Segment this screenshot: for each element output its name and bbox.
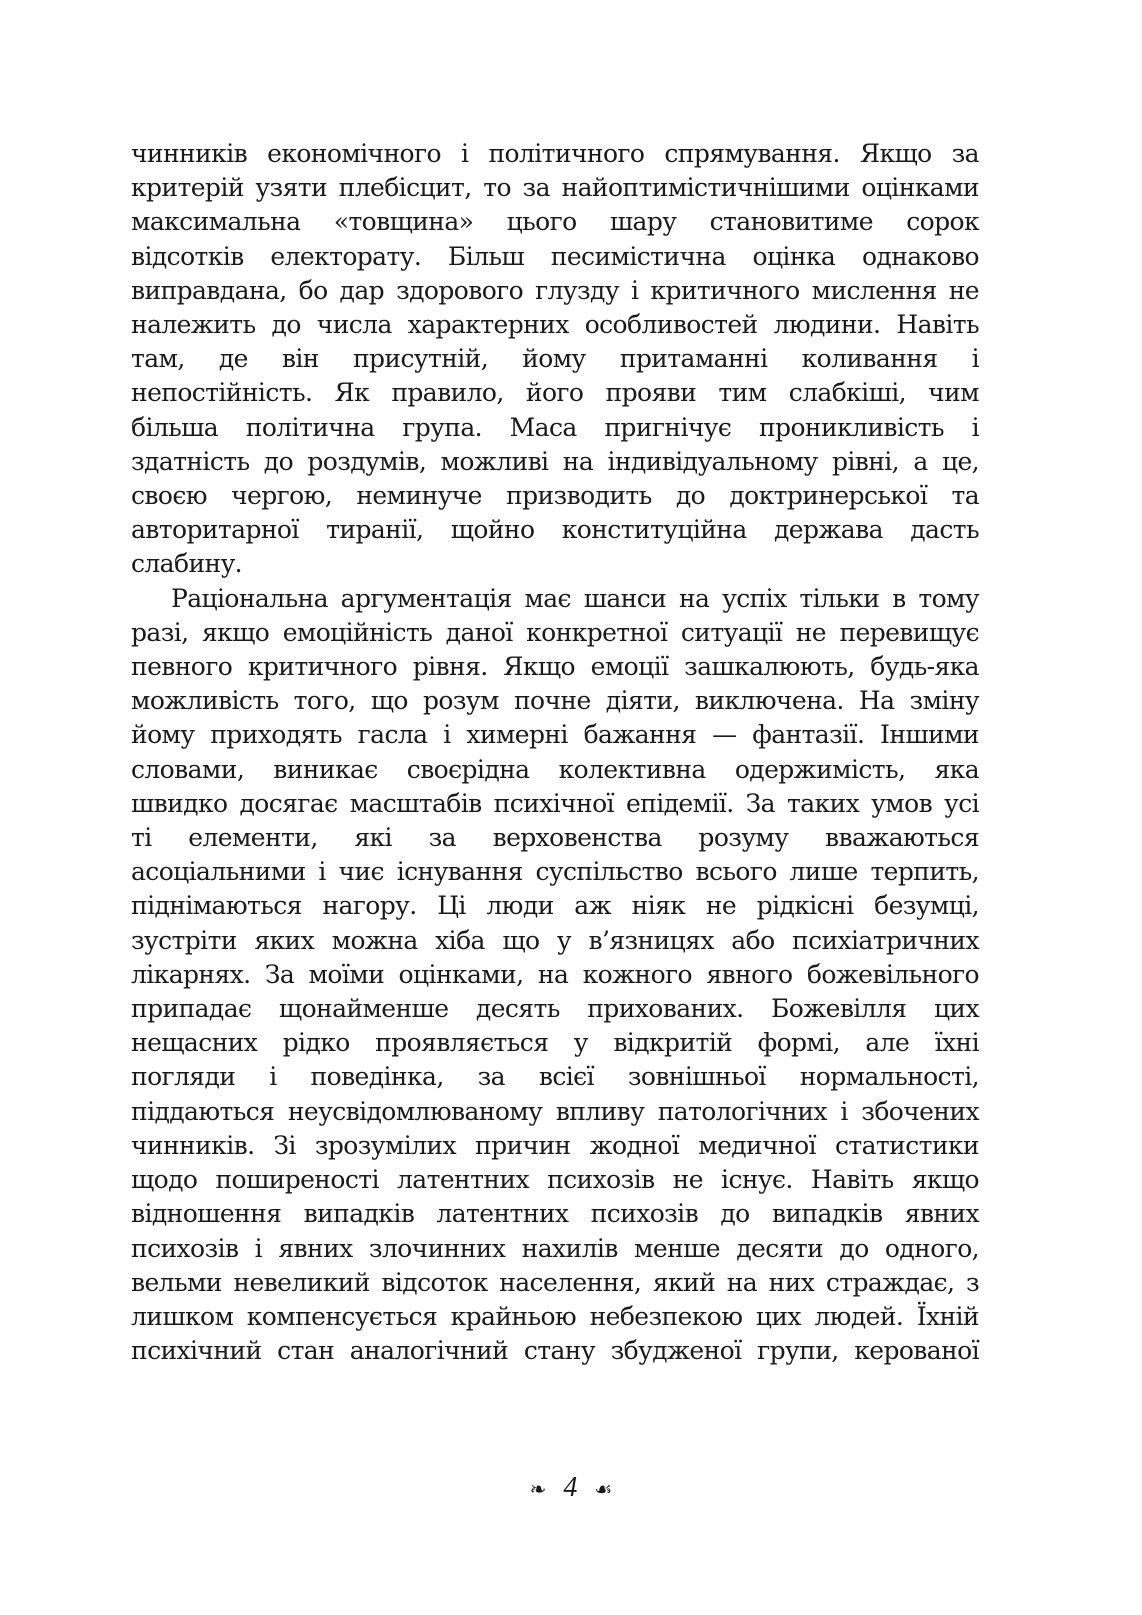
text-line: лікарнях. За моїми оцінками, на кожного явного божевільного xyxy=(131,959,979,989)
page-footer xyxy=(0,1472,1142,1504)
text-line: зустріти яких можна хіба що у в’язницях або психіатричних xyxy=(131,925,979,955)
text-line: словами, виникає своєрідна колективна одержимість, яка xyxy=(131,754,979,784)
text-line: критерій узяти плебісцит, то за найоптимістичнішими оцінками xyxy=(131,173,979,203)
paragraph xyxy=(131,582,979,1369)
text-line: разі, якщо емоційність даної конкретної ситуації не перевищує xyxy=(131,617,979,647)
text-line: своєю чергою, неминуче призводить до доктринерської та xyxy=(131,481,979,511)
text-line: слабину. xyxy=(131,549,243,579)
text-line: швидко досягає масштабів психічної епідемії. За таких умов усі xyxy=(131,788,979,818)
text-line: припадає щонайменше десять прихованих. Божевілля цих xyxy=(131,994,979,1024)
text-line: відношення випадків латентних психозів до випадків явних xyxy=(131,1199,979,1229)
text-line: максимальна «товщина» цього шару становитиме сорок xyxy=(131,207,979,237)
text-line: психічний стан аналогічний стану збудженої групи, керованої xyxy=(131,1336,979,1366)
text-line: піднімаються нагору. Ці люди аж ніяк не рідкісні безумці, xyxy=(131,891,979,921)
text-line: більша політична група. Маса пригнічує проникливість і xyxy=(131,412,979,442)
text-line: вельми невеликий відсоток населення, який на них страждає, з xyxy=(131,1267,979,1297)
text-line: психозів і явних злочинних нахилів менше десяти до одного, xyxy=(131,1233,979,1263)
paragraph xyxy=(131,137,979,582)
text-line: йому приходять гасла і химерні бажання — фантазії. Іншими xyxy=(131,720,979,750)
page-number: 4 xyxy=(563,1472,578,1503)
text-line: щодо поширеності латентних психозів не існує. Навіть якщо xyxy=(131,1165,979,1195)
text-line: здатність до роздумів, можливі на індивідуальному рівні, а це, xyxy=(131,446,979,476)
page-body xyxy=(131,137,979,1368)
text-line: лишком компенсується крайньою небезпекою цих людей. Їхній xyxy=(131,1301,979,1331)
ornament-right-icon: ☙ xyxy=(594,1479,613,1502)
text-line: чинників економічного і політичного спрямування. Якщо за xyxy=(131,139,979,168)
text-line: певного критичного рівня. Якщо емоції зашкалюють, будь-яка xyxy=(131,652,979,682)
text-line: асоціальними і чиє існування суспільство всього лише терпить, xyxy=(131,857,979,887)
text-line: належить до числа характерних особливостей людини. Навіть xyxy=(131,310,979,340)
text-line: нещасних рідко проявляється у відкритій формі, але їхні xyxy=(131,1028,979,1058)
text-line: Раціональна аргументація має шанси на успіх тільки в тому xyxy=(171,583,979,613)
text-line: непостійність. Як правило, його прояви тим слабкіші, чим xyxy=(131,378,979,408)
text-line: погляди і поведінка, за всієї зовнішньої нормальності, xyxy=(131,1062,979,1092)
text-line: відсотків електорату. Більш песимістична оцінка однаково xyxy=(131,241,979,271)
text-line: ті елементи, які за верховенства розуму вважаються xyxy=(131,823,979,853)
text-line: чинників. Зі зрозумілих причин жодної медичної статистики xyxy=(131,1130,979,1160)
ornament-left-icon: ❧ xyxy=(529,1479,547,1502)
text-line: можливість того, що розум почне діяти, виключена. На зміну xyxy=(131,686,979,716)
text-line: піддаються неусвідомлюваному впливу патологічних і збочених xyxy=(131,1096,979,1126)
text-line: там, де він присутній, йому притаманні коливання і xyxy=(131,344,979,374)
text-line: виправдана, бо дар здорового глузду і критичного мислення не xyxy=(131,275,979,305)
text-line: авторитарної тиранії, щойно конституційна держава дасть xyxy=(131,515,979,545)
